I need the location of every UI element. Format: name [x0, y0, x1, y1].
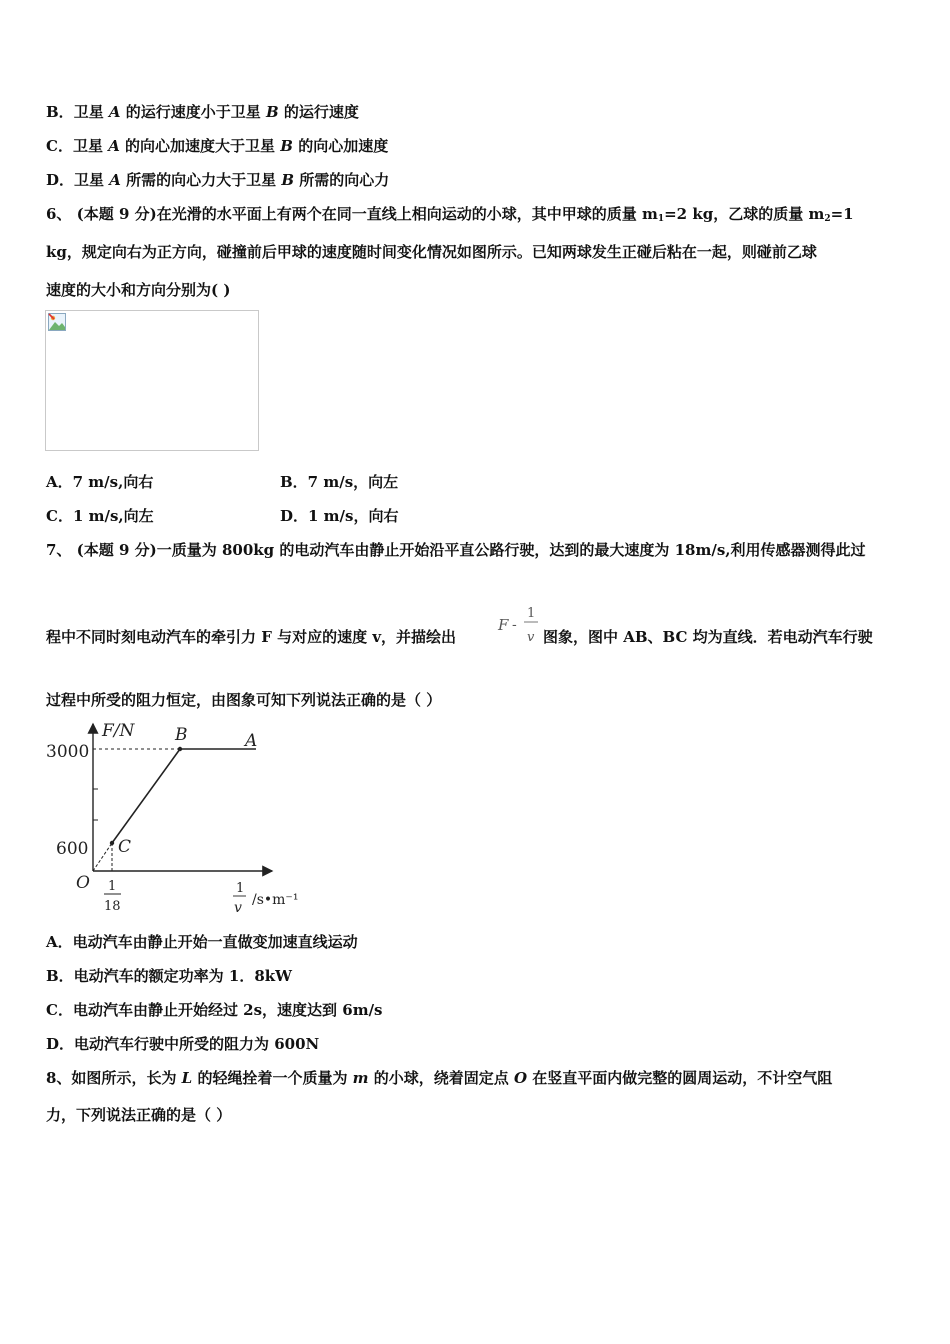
q6-option-d: D．1 m/s，向右 [280, 507, 399, 525]
option-d-prev: D．卫星 A 所需的向心力大于卫星 B 所需的向心力 [46, 171, 390, 189]
origin-label: O [76, 873, 90, 893]
q6-line-1: 6、 (本题 9 分)在光滑的水平面上有两个在同一直线上相向运动的小球，其中甲球的质量 $m_1=2$ kg，乙球的质量 $m_2=1$ [46, 205, 854, 224]
dashed-oc [93, 843, 112, 871]
q6-line-3: 速度的大小和方向分别为( ) [46, 281, 231, 299]
q7-option-d: D．电动汽车行驶中所受的阻力为 600N [46, 1035, 320, 1053]
x-axis-denominator: v [234, 900, 242, 916]
y-tick-3000: 3000 [46, 742, 90, 762]
broken-image-icon [48, 313, 66, 331]
f-inverse-v-graph [44, 716, 314, 916]
q6-option-b: B．7 m/s，向左 [280, 473, 399, 491]
option-b-prev: B．卫星 A 的运行速度小于卫星 B 的运行速度 [46, 103, 359, 121]
svg-text:-: - [512, 617, 517, 633]
q6-line-2: kg，规定向右为正方向，碰撞前后甲球的速度随时间变化情况如图所示。已知两球发生正碰后粘在一起，则碰前乙球 [46, 243, 817, 261]
x-axis-numerator: 1 [236, 881, 245, 896]
line-bc [112, 749, 180, 843]
point-b-label: B [175, 725, 188, 745]
f-vs-inverse-v-formula [496, 600, 544, 650]
svg-text:1: 1 [527, 606, 536, 621]
q8-line-2: 力，下列说法正确的是（ ） [46, 1106, 232, 1124]
option-c-prev: C．卫星 A 的向心加速度大于卫星 B 的向心加速度 [46, 137, 389, 155]
q7-line-1: 7、 (本题 9 分)一质量为 800kg 的电动汽车由静止开始沿平直公路行驶，达到的最大速度为 18m/s,利用传感器测得此过 [46, 541, 866, 559]
svg-text:v: v [527, 630, 535, 645]
q6-option-a: A．7 m/s,向右 [46, 473, 154, 491]
q7-option-b: B．电动汽车的额定功率为 1．8kW [46, 967, 293, 985]
q8-line-1: 8、如图所示，长为 L 的轻绳拴着一个质量为 m 的小球，绕着固定点 O 在竖直平面内做完整的圆周运动，不计空气阻 [46, 1069, 833, 1087]
x-axis-unit: /s•m⁻¹ [252, 892, 299, 908]
y-axis-label: F/N [102, 721, 135, 741]
svg-text:F: F [498, 616, 509, 634]
q7-option-a: A．电动汽车由静止开始一直做变加速直线运动 [46, 933, 358, 951]
point-c-label: C [118, 837, 132, 857]
point-c-marker [110, 841, 114, 845]
q7-line-3: 过程中所受的阻力恒定，由图象可知下列说法正确的是（ ） [46, 691, 442, 709]
q7-line-2b: 图象，图中 AB、BC 均为直线．若电动汽车行驶 [543, 628, 873, 646]
y-tick-600: 600 [56, 839, 89, 859]
q7-option-c: C．电动汽车由静止开始经过 2s，速度达到 6m/s [46, 1001, 383, 1019]
q6-figure-placeholder [45, 310, 259, 451]
q6-option-c: C．1 m/s,向左 [46, 507, 154, 525]
point-b-marker [178, 747, 182, 751]
x-tick-denominator: 18 [104, 899, 121, 914]
q7-line-2a: 程中不同时刻电动汽车的牵引力 F 与对应的速度 v，并描绘出 [46, 628, 457, 646]
x-tick-numerator: 1 [108, 879, 117, 894]
point-a-label: A [245, 731, 258, 751]
